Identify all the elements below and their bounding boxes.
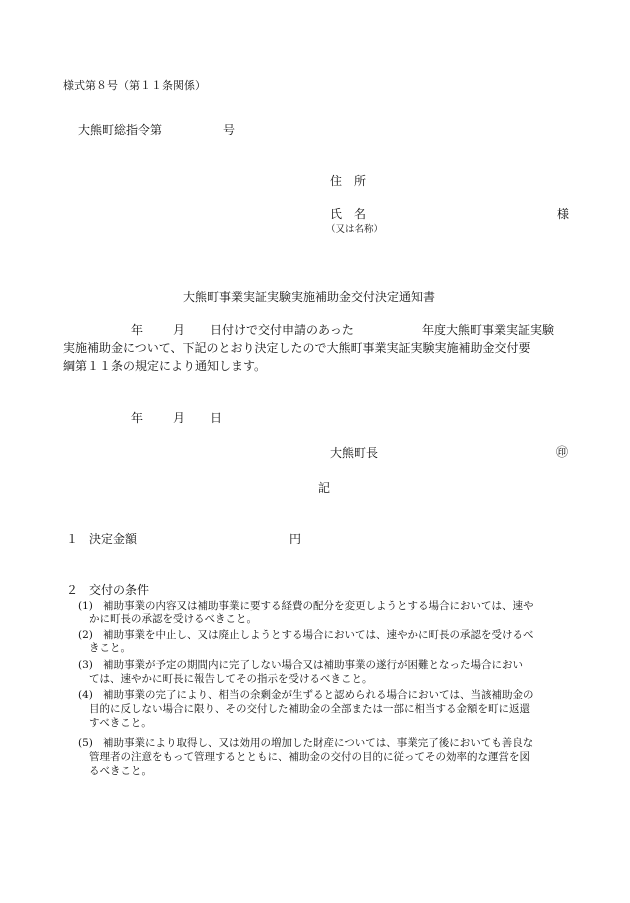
name-label: 氏 名 xyxy=(330,207,367,221)
body-line2: 実施補助金について、下記のとおり決定したので大熊町事業実証実験実施補助金交付要 xyxy=(63,341,531,355)
section1-label: 決定金額 xyxy=(89,532,138,546)
address-label: 住 所 xyxy=(330,174,367,188)
condition-5-line: 補助事業により取得し、又は効用の増加した財産については、事業完了後においても善良な xyxy=(103,737,534,749)
ki-heading: 記 xyxy=(318,481,331,495)
section1-number: １ xyxy=(66,532,79,546)
condition-4-line: 目的に反しない場合に限り、その交付した補助金の全部または一部に相当する金額を町に返還 xyxy=(89,703,530,715)
date-year: 年 xyxy=(131,411,144,425)
condition-4-number: (4) xyxy=(78,689,93,701)
condition-4-line: すべきこと。 xyxy=(89,717,152,729)
condition-4-line: 補助事業の完了により、相当の余剰金が生ずると認められる場合においては、当該補助金の xyxy=(103,689,534,701)
seal-mark: ㊞ xyxy=(556,445,569,459)
body-day-text: 日付けで交付申請のあった xyxy=(210,323,354,337)
body-month: 月 xyxy=(173,323,186,337)
condition-3-line: ては、速やかに町長に報告してその指示を受けるべきこと。 xyxy=(89,673,373,685)
name-note: （又は名称） xyxy=(326,224,384,235)
condition-5-line: 管理者の注意をもって管理するとともに、補助金の交付の目的に従ってその効率的な運営を図 xyxy=(89,751,530,763)
condition-1-line: 補助事業の内容又は補助事業に要する経費の配分を変更しようとする場合においては、速や xyxy=(103,600,534,612)
body-fiscal: 年度大熊町事業実証実験 xyxy=(422,323,555,337)
condition-2-number: (2) xyxy=(78,629,93,641)
condition-2-line: 補助事業を中止し、又は廃止しようとする場合においては、速やかに町長の承認を受けるべ xyxy=(103,629,534,641)
body-line3: 綱第１１条の規定により通知します。 xyxy=(63,359,267,373)
document-title: 大熊町事業実証実験実施補助金交付決定通知書 xyxy=(183,290,436,304)
doc-number-suffix: 号 xyxy=(223,123,236,137)
issuer-title: 大熊町長 xyxy=(330,446,379,460)
form-label: 様式第８号（第１１条関係） xyxy=(63,79,206,92)
condition-3-number: (3) xyxy=(78,659,93,671)
date-day: 日 xyxy=(210,411,223,425)
condition-2-line: きこと。 xyxy=(89,642,131,654)
section2-number: ２ xyxy=(66,583,79,597)
date-month: 月 xyxy=(173,411,186,425)
section2-label: 交付の条件 xyxy=(89,583,150,597)
condition-3-line: 補助事業が予定の期間内に完了しない場合又は補助事業の遂行が困難となった場合におい xyxy=(103,659,523,671)
condition-5-number: (5) xyxy=(78,737,93,749)
condition-5-line: るべきこと。 xyxy=(89,765,152,777)
honorific: 様 xyxy=(557,207,570,221)
section1-unit: 円 xyxy=(289,532,302,546)
doc-number-prefix: 大熊町総指令第 xyxy=(78,123,163,137)
body-year: 年 xyxy=(131,323,144,337)
condition-1-number: (1) xyxy=(78,600,93,612)
condition-1-line: かに町長の承認を受けるべきこと。 xyxy=(89,613,257,625)
